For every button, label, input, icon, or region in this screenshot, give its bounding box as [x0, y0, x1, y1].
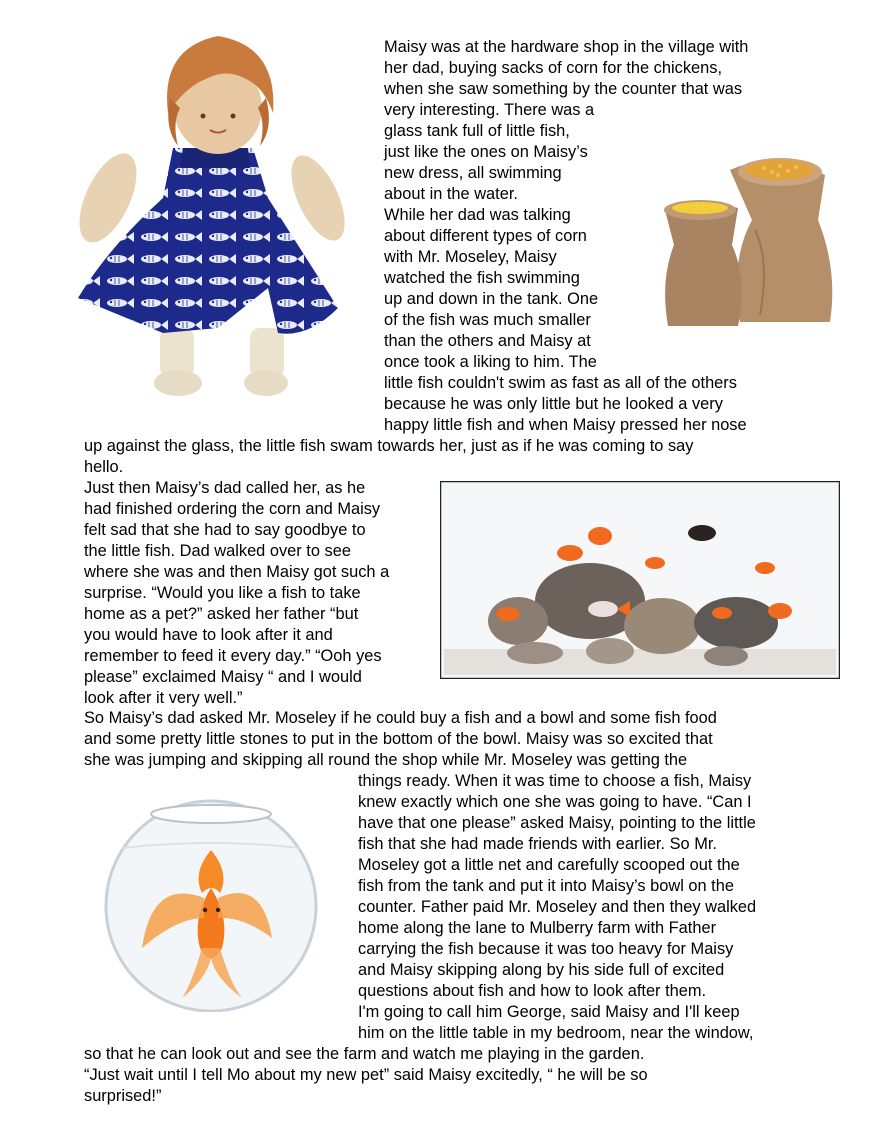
story-line: counter. Father paid Mr. Moseley and then they walked	[358, 898, 757, 916]
story-line: up and down in the tank. One	[384, 290, 599, 308]
story-line: look after it very well.”	[84, 689, 243, 707]
story-line: remember to feed it every day.” “Ooh yes	[84, 647, 382, 665]
corn-sacks-image	[660, 150, 840, 330]
story-line: than the others and Maisy at	[384, 332, 591, 350]
story-line: Maisy was at the hardware shop in the village with	[384, 38, 749, 56]
story-line: please” exclaimed Maisy “ and I would	[84, 668, 362, 686]
story-line: where she was and then Maisy got such a	[84, 563, 390, 581]
story-line: have that one please” asked Maisy, pointing to the little	[358, 814, 756, 832]
story-line: so that he can look out and see the farm and watch me playing in the garden.	[84, 1045, 645, 1063]
story-line: surprised!”	[84, 1087, 162, 1105]
story-line: just like the ones on Maisy’s	[384, 143, 588, 161]
story-line: knew exactly which one she was going to have. “Can I	[358, 793, 752, 811]
story-line: carrying the fish because it was too heavy for Maisy	[358, 940, 734, 958]
story-line: Just then Maisy’s dad called her, as he	[84, 479, 366, 497]
story-line: things ready. When it was time to choose a fish, Maisy	[358, 772, 752, 790]
story-line: I'm going to call him George, said Maisy and I'll keep	[358, 1003, 740, 1021]
story-line: and some pretty little stones to put in the bottom of the bowl. Maisy was so excited that	[84, 730, 713, 748]
story-line: you would have to look after it and	[84, 626, 333, 644]
story-line: with Mr. Moseley, Maisy	[384, 248, 557, 266]
story-line: fish from the tank and put it into Maisy’s bowl on the	[358, 877, 734, 895]
story-line: While her dad was talking	[384, 206, 571, 224]
story-line: felt sad that she had to say goodbye to	[84, 521, 366, 539]
story-line: happy little fish and when Maisy pressed her nose	[384, 416, 747, 434]
story-line: little fish couldn't swim as fast as all of the others	[384, 374, 737, 392]
story-line: him on the little table in my bedroom, near the window,	[358, 1024, 754, 1042]
story-line: about different types of corn	[384, 227, 587, 245]
story-line: watched the fish swimming	[384, 269, 580, 287]
story-line: glass tank full of little fish,	[384, 122, 570, 140]
story-line: up against the glass, the little fish swam towards her, just as if he was coming to say	[84, 437, 694, 455]
story-line: when she saw something by the counter that was	[384, 80, 743, 98]
story-line: her dad, buying sacks of corn for the chickens,	[384, 59, 723, 77]
story-line: very interesting. There was a	[384, 101, 595, 119]
story-line: fish that she had made friends with earlier. So Mr.	[358, 835, 717, 853]
story-line: Moseley got a little net and carefully scooped out the	[358, 856, 740, 874]
story-line: “Just wait until I tell Mo about my new pet” said Maisy excitedly, “ he will be so	[84, 1066, 648, 1084]
story-line: about in the water.	[384, 185, 518, 203]
story-line: hello.	[84, 458, 124, 476]
story-line: once took a liking to him. The	[384, 353, 597, 371]
story-line: and Maisy skipping along by his side full of excited	[358, 961, 725, 979]
story-line: because he was only little but he looked a very	[384, 395, 723, 413]
story-line: she was jumping and skipping all round the shop while Mr. Moseley was getting the	[84, 751, 688, 769]
fishbowl-image	[92, 798, 330, 1012]
story-line: surprise. “Would you like a fish to take	[84, 584, 361, 602]
doll-image	[68, 28, 358, 408]
story-line: home along the lane to Mulberry farm with Father	[358, 919, 717, 937]
aquarium-image	[440, 481, 840, 679]
story-line: So Maisy’s dad asked Mr. Moseley if he could buy a fish and a bowl and some fish food	[84, 709, 717, 727]
story-line: questions about fish and how to look after them.	[358, 982, 707, 1000]
story-line: home as a pet?” asked her father “but	[84, 605, 359, 623]
story-line: of the fish was much smaller	[384, 311, 591, 329]
story-line: had finished ordering the corn and Maisy	[84, 500, 381, 518]
story-line: new dress, all swimming	[384, 164, 562, 182]
story-line: the little fish. Dad walked over to see	[84, 542, 351, 560]
